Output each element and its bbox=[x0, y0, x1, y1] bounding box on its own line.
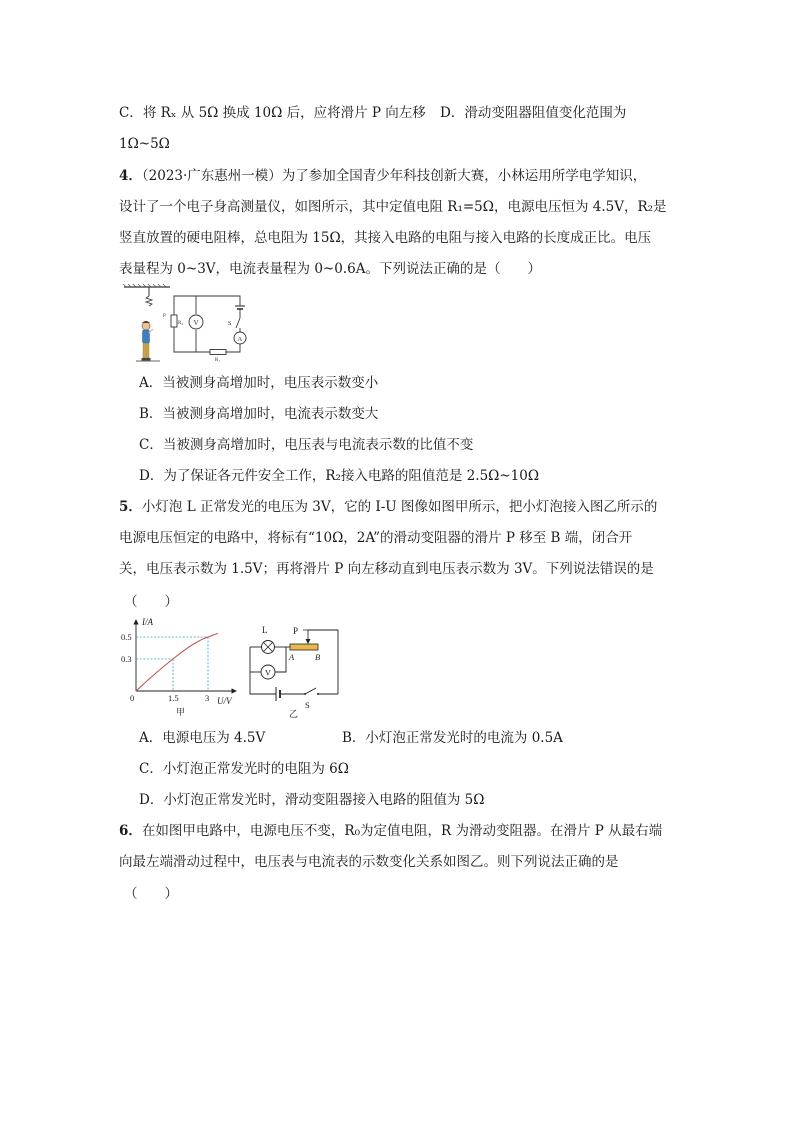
q5-circuit-figure bbox=[246, 620, 354, 724]
q6-stem-line-2: 向最左端滑动过程中，电压表与电流表的示数变化关系如图乙。则下列说法正确的是 bbox=[119, 854, 619, 870]
q4-fig-r1-label: R₁ bbox=[215, 358, 221, 363]
q5-graph-ytick-0.5: 0.5 bbox=[121, 632, 132, 642]
q5-option-a: A．电源电压为 4.5V bbox=[139, 730, 266, 746]
q5-circuit-switch-label: S bbox=[305, 700, 310, 710]
q4-option-d: D．为了保证各元件安全工作，R₂接入电路的阻值范是 2.5Ω~10Ω bbox=[139, 468, 540, 484]
q4-stem-line-1: 4．（2023·广东惠州一模）为了参加全国青少年科技创新大赛，小林运用所学电学知识， bbox=[119, 168, 647, 184]
q4-option-b: B．当被测身高增加时，电流表示数变大 bbox=[139, 406, 379, 422]
q5-stem-line-3: 关，电压表示数为 1.5V；再将滑片 P 向左移动直到电压表示数为 3V。下列说法错误的是 bbox=[119, 561, 654, 577]
q4-fig-voltmeter-label: V bbox=[193, 319, 199, 327]
q5-stem-line-4: （ ） bbox=[124, 594, 178, 610]
q5-circuit-caption: 乙 bbox=[289, 709, 299, 719]
q4-stem-line-2: 设计了一个电子身高测量仪，如图所示，其中定值电阻 R₁=5Ω，电源电压恒为 4.5V，R₂是 bbox=[119, 199, 667, 215]
q5-stem-line-2: 电源电压恒定的电路中，将标有“10Ω，2A”的滑动变阻器的滑片 P 移至 B 端，闭合开 bbox=[119, 530, 633, 546]
q5-option-b: B．小灯泡正常发光时的电流为 0.5A bbox=[342, 730, 563, 746]
q5-graph-ylabel: I/A bbox=[142, 617, 153, 627]
q5-option-d: D．小灯泡正常发光时，滑动变阻器接入电路的阻值为 5Ω bbox=[139, 792, 485, 808]
q5-circuit-voltmeter-label: V bbox=[265, 668, 271, 678]
q5-circuit-end-b: B bbox=[315, 652, 321, 662]
q4-fig-ammeter-label: A bbox=[237, 336, 243, 343]
q4-stem-line-4: 表量程为 0~3V，电流表量程为 0~0.6A。下列说法正确的是（ ） bbox=[119, 261, 541, 277]
q4-fig-r2-label: R₂ bbox=[178, 321, 184, 326]
q5-iu-curve bbox=[136, 634, 218, 692]
q4-circuit-figure bbox=[122, 284, 262, 370]
q6-number: 6． bbox=[119, 823, 142, 839]
q5-graph-caption: 甲 bbox=[176, 707, 186, 717]
q5-graph-xtick-1.5: 1.5 bbox=[168, 693, 179, 703]
q5-graph-xtick-3: 3 bbox=[205, 693, 210, 703]
q4-fig-switch-label: S bbox=[228, 321, 232, 327]
q4-stem-line-3: 竖直放置的硬电阻棒，总电阻为 15Ω，其接入电路的电阻与接入电路的长度成正比。电压 bbox=[119, 230, 652, 246]
q3-option-d-continued: 1Ω~5Ω bbox=[119, 136, 170, 152]
q5-circuit-lamp-label: L bbox=[262, 625, 268, 635]
q5-circuit-end-a: A bbox=[289, 652, 295, 662]
q6-stem-line-3: （ ） bbox=[124, 886, 178, 902]
q4-fig-p-label: P bbox=[163, 314, 166, 319]
q6-stem-line-1: 6．在如图甲电路中，电源电压不变，R₀为定值电阻，R 为滑动变阻器。在滑片 P 从最右端 bbox=[119, 823, 663, 839]
q4-number: 4． bbox=[119, 168, 142, 184]
q4-option-c: C．当被测身高增加时，电压表与电流表示数的比值不变 bbox=[139, 437, 474, 453]
q5-option-c: C．小灯泡正常发光时的电阻为 6Ω bbox=[139, 761, 349, 777]
q5-number: 5． bbox=[119, 499, 142, 515]
q5-graph-origin: 0 bbox=[130, 693, 135, 703]
q5-stem-line-1: 5．小灯泡 L 正常发光的电压为 3V，它的 I-U 图像如图甲所示，把小灯泡接入图乙所示的 bbox=[119, 499, 658, 515]
q5-graph-ytick-0.3: 0.3 bbox=[121, 654, 132, 664]
q5-circuit-slider-label: P bbox=[293, 626, 299, 636]
q5-iu-graph bbox=[121, 614, 242, 724]
q3-option-d: D．滑动变阻器阻值变化范围为 bbox=[440, 105, 627, 121]
q4-option-a: A．当被测身高增加时，电压表示数变小 bbox=[139, 375, 379, 391]
person-figure bbox=[136, 321, 160, 361]
q5-graph-xlabel: U/V bbox=[217, 696, 232, 706]
q3-option-c: C．将 Rₓ 从 5Ω 换成 10Ω 后，应将滑片 P 向左移 bbox=[119, 105, 426, 121]
